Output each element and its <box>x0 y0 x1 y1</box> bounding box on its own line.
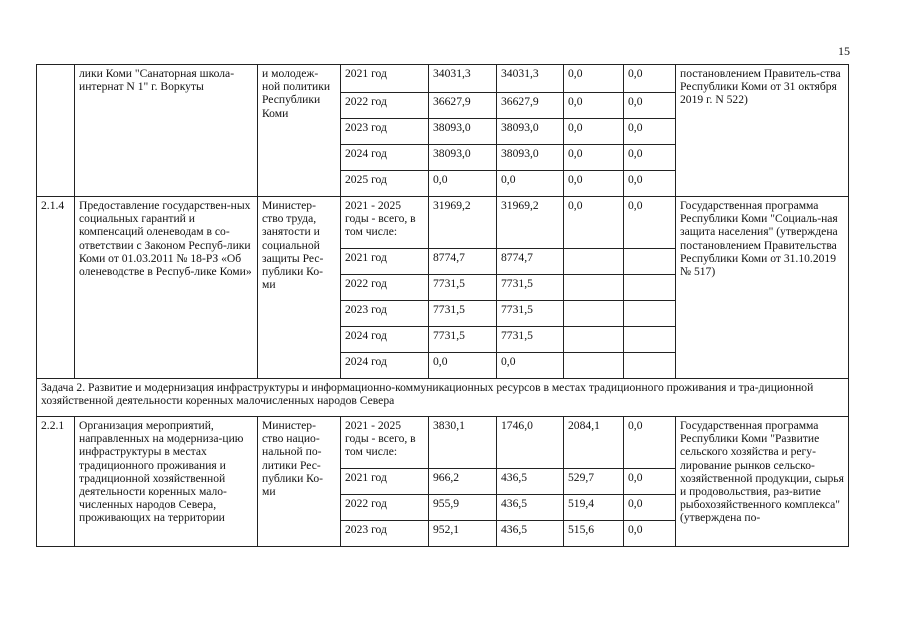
year-cell: 2023 год <box>341 119 429 145</box>
table-row <box>37 379 849 417</box>
regional-budget-cell: 7731,5 <box>497 327 564 353</box>
row-number-cell: 2.2.1 <box>37 417 75 547</box>
measure-name-cell: Организация мероприятий, направленных на модерниза-цию инфраструктуры в местах традиционного проживания и традиционной хозяйственной деятельности коренных мало-численных народов Севера, проживающих на территории <box>75 417 258 547</box>
federal-budget-cell <box>564 301 624 327</box>
regional-budget-cell: 1746,0 <box>497 417 564 469</box>
federal-budget-cell <box>564 327 624 353</box>
year-cell: 2024 год <box>341 327 429 353</box>
federal-budget-cell: 515,6 <box>564 521 624 547</box>
federal-budget-cell <box>564 353 624 379</box>
regional-budget-cell: 436,5 <box>497 521 564 547</box>
task-heading: Задача 2. Развитие и модернизация инфраструктуры и информационно-коммуникационных ресурсов в местах традиционного проживания и тра-диционной хозяйственной деятельности коренных малочисленных народов Севера <box>37 379 849 417</box>
other-sources-cell: 0,0 <box>624 145 676 171</box>
total-cell: 34031,3 <box>429 65 497 93</box>
other-sources-cell: 0,0 <box>624 119 676 145</box>
other-sources-cell: 0,0 <box>624 197 676 249</box>
total-cell: 966,2 <box>429 469 497 495</box>
federal-budget-cell <box>564 275 624 301</box>
total-cell: 31969,2 <box>429 197 497 249</box>
year-cell: 2025 год <box>341 171 429 197</box>
regional-budget-cell: 38093,0 <box>497 145 564 171</box>
other-sources-cell <box>624 275 676 301</box>
regional-budget-cell: 7731,5 <box>497 275 564 301</box>
total-cell: 0,0 <box>429 353 497 379</box>
federal-budget-cell: 0,0 <box>564 171 624 197</box>
executor-cell: и молодеж-ной политики Республики Коми <box>258 65 341 197</box>
federal-budget-cell: 519,4 <box>564 495 624 521</box>
year-cell: 2021 год <box>341 65 429 93</box>
other-sources-cell: 0,0 <box>624 93 676 119</box>
total-cell: 36627,9 <box>429 93 497 119</box>
regional-budget-cell: 0,0 <box>497 353 564 379</box>
regional-budget-cell: 34031,3 <box>497 65 564 93</box>
federal-budget-cell: 529,7 <box>564 469 624 495</box>
regional-budget-cell: 36627,9 <box>497 93 564 119</box>
other-sources-cell <box>624 327 676 353</box>
regional-budget-cell: 7731,5 <box>497 301 564 327</box>
year-cell: 2021 - 2025 годы - всего, в том числе: <box>341 197 429 249</box>
other-sources-cell <box>624 249 676 275</box>
regional-budget-cell: 436,5 <box>497 495 564 521</box>
other-sources-cell: 0,0 <box>624 469 676 495</box>
total-cell: 7731,5 <box>429 301 497 327</box>
other-sources-cell <box>624 301 676 327</box>
regional-budget-cell: 8774,7 <box>497 249 564 275</box>
regional-budget-cell: 436,5 <box>497 469 564 495</box>
year-cell: 2021 год <box>341 469 429 495</box>
other-sources-cell: 0,0 <box>624 417 676 469</box>
other-sources-cell <box>624 353 676 379</box>
row-number-cell: 2.1.4 <box>37 197 75 379</box>
federal-budget-cell: 0,0 <box>564 93 624 119</box>
total-cell: 3830,1 <box>429 417 497 469</box>
year-cell: 2022 год <box>341 275 429 301</box>
year-cell: 2022 год <box>341 495 429 521</box>
total-cell: 7731,5 <box>429 275 497 301</box>
other-sources-cell: 0,0 <box>624 521 676 547</box>
year-cell: 2024 год <box>341 145 429 171</box>
total-cell: 952,1 <box>429 521 497 547</box>
regional-budget-cell: 31969,2 <box>497 197 564 249</box>
total-cell: 0,0 <box>429 171 497 197</box>
other-sources-cell: 0,0 <box>624 171 676 197</box>
year-cell: 2021 - 2025 годы - всего, в том числе: <box>341 417 429 469</box>
program-table <box>36 64 849 547</box>
table-row <box>37 197 849 249</box>
federal-budget-cell: 0,0 <box>564 119 624 145</box>
measure-name-cell: Предоставление государствен-ных социальных гарантий и компенсаций оленеводам в со-ответствии с Законом Респуб-лики Коми от 01.03.2011 № 18-РЗ «Об оленеводстве в Респуб-лике Коми» <box>75 197 258 379</box>
federal-budget-cell <box>564 249 624 275</box>
measure-name-cell: лики Коми "Санаторная школа-интернат N 1" г. Воркуты <box>75 65 258 197</box>
federal-budget-cell: 0,0 <box>564 65 624 93</box>
total-cell: 38093,0 <box>429 145 497 171</box>
program-note-cell: постановлением Правитель-ства Республики Коми от 31 октября 2019 г. N 522) <box>676 65 849 197</box>
table-row <box>37 65 849 93</box>
row-number-cell <box>37 65 75 197</box>
year-cell: 2021 год <box>341 249 429 275</box>
table-row <box>37 417 849 469</box>
executor-cell: Министер-ство нацио-нальной по-литики Рес-публики Ко-ми <box>258 417 341 547</box>
page-number: 15 <box>838 44 850 58</box>
program-note-cell: Государственная программа Республики Коми "Развитие сельского хозяйства и регу-лирование рынков сельско-хозяйственной продукции, сырья и продовольствия, раз-витие рыбохозяйственного комплекса" (утверждена по- <box>676 417 849 547</box>
year-cell: 2022 год <box>341 93 429 119</box>
program-note-cell: Государственная программа Республики Коми "Социаль-ная защита населения" (утверждена постановлением Правительства Республики Коми от 31.10.2019 № 517) <box>676 197 849 379</box>
federal-budget-cell: 2084,1 <box>564 417 624 469</box>
total-cell: 38093,0 <box>429 119 497 145</box>
other-sources-cell: 0,0 <box>624 65 676 93</box>
federal-budget-cell: 0,0 <box>564 197 624 249</box>
total-cell: 955,9 <box>429 495 497 521</box>
other-sources-cell: 0,0 <box>624 495 676 521</box>
year-cell: 2023 год <box>341 521 429 547</box>
regional-budget-cell: 38093,0 <box>497 119 564 145</box>
regional-budget-cell: 0,0 <box>497 171 564 197</box>
total-cell: 8774,7 <box>429 249 497 275</box>
federal-budget-cell: 0,0 <box>564 145 624 171</box>
executor-cell: Министер-ство труда, занятости и социальной защиты Рес-публики Ко-ми <box>258 197 341 379</box>
year-cell: 2024 год <box>341 353 429 379</box>
year-cell: 2023 год <box>341 301 429 327</box>
total-cell: 7731,5 <box>429 327 497 353</box>
